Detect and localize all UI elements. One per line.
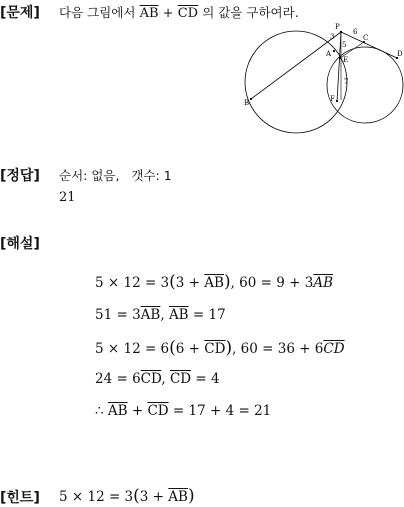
common-chord <box>337 32 341 102</box>
problem-label: [문제] <box>0 5 40 21</box>
label-f: F <box>330 95 335 103</box>
hint-part-b: 3 + <box>139 489 169 505</box>
hint-ab: $\overline{AB}$ <box>168 489 188 505</box>
label-p: P <box>335 23 340 31</box>
label-e: E <box>343 56 349 64</box>
segment-ab: $\overline{AB}$ <box>139 6 159 21</box>
line4-cd-2: $\overline{CD}$ <box>169 371 192 387</box>
point-b <box>250 98 252 100</box>
line2-part-a: 51 = 3 <box>95 307 141 323</box>
solution-line-3: $5 \times 12 = 6(6 + \overline{CD})$, $60 = 36 + 6\overline{CD}$ <box>95 338 345 358</box>
left-circle <box>245 31 347 133</box>
line1-part-b: 3 + <box>175 275 205 291</box>
hint-text: $5 \times 12 = 3(3 + \overline{AB})$ <box>59 486 195 506</box>
line5-plus: + <box>127 403 148 419</box>
solution-label: [해설] <box>0 236 40 252</box>
line5-therefore: ∴ <box>95 403 108 419</box>
solution-line-1: $5 \times 12 = 3(3 + \overline{AB})$, $60 = 9 + 3\overline{AB}$ <box>95 272 333 292</box>
point-e <box>339 57 341 59</box>
line4-part-a: 24 = 6 <box>95 371 141 387</box>
line4-part-b: , <box>161 371 170 387</box>
answer-value: 21 <box>59 190 76 205</box>
line4-part-c: = 4 <box>191 371 220 387</box>
right-circle <box>327 47 403 123</box>
problem-prefix: 다음 그림에서 <box>59 5 136 20</box>
length-pc: 6 <box>353 28 358 36</box>
line1-part-a: 5 × 12 = 3 <box>95 275 170 291</box>
line5-ab: $\overline{AB}$ <box>107 403 128 419</box>
answer-order: 순서: 없음, <box>59 168 120 183</box>
line3-part-b: 6 + <box>175 341 205 357</box>
label-b: B <box>244 99 250 107</box>
line5-cd: $\overline{CD}$ <box>147 403 169 419</box>
solution-line-2 <box>95 307 226 323</box>
answer-count: 갯수: 1 <box>131 168 172 183</box>
problem-text <box>59 3 299 21</box>
problem-suffix: 의 값을 구하여라. <box>202 5 299 20</box>
point-p <box>340 31 342 33</box>
line5-part-c: = 17 + 4 = 21 <box>168 403 272 419</box>
answer-label: [정답] <box>0 168 40 184</box>
point-f <box>336 100 338 102</box>
solution-line-5 <box>95 403 271 419</box>
label-d: D <box>397 50 403 58</box>
length-pa: 3 <box>330 33 335 41</box>
length-pe: 5 <box>342 41 347 49</box>
solution-line-4 <box>95 371 220 387</box>
hint-part-a: 5 × 12 = 3 <box>59 489 134 505</box>
point-a <box>333 50 335 52</box>
line1-ab-italic: $\overline{AB}$ <box>313 275 333 291</box>
line1-ab: $\overline{AB}$ <box>204 275 224 291</box>
line2-part-c: = 17 <box>188 307 226 323</box>
label-a: A <box>326 50 332 58</box>
line3-part-a: 5 × 12 = 6 <box>95 341 170 357</box>
length-ef: 7 <box>344 78 349 86</box>
answer-meta <box>59 166 172 184</box>
line3-cd-italic: $\overline{CD}$ <box>323 341 345 357</box>
secant-pd <box>341 32 397 58</box>
plus-sign: + <box>162 6 174 21</box>
segment-cd: $\overline{CD}$ <box>177 6 199 21</box>
line1-part-c: , 60 = 9 + 3 <box>230 275 314 291</box>
line4-cd-1: $\overline{CD}$ <box>140 371 162 387</box>
line3-cd: $\overline{CD}$ <box>204 341 226 357</box>
geometry-figure <box>240 20 404 135</box>
line3-part-c: , 60 = 36 + 6 <box>232 341 324 357</box>
hint-label: [힌트] <box>0 490 40 506</box>
line2-ab-2: $\overline{AB}$ <box>168 307 189 323</box>
label-c: C <box>363 34 369 42</box>
line2-part-b: , <box>160 307 169 323</box>
line2-ab-1: $\overline{AB}$ <box>140 307 161 323</box>
